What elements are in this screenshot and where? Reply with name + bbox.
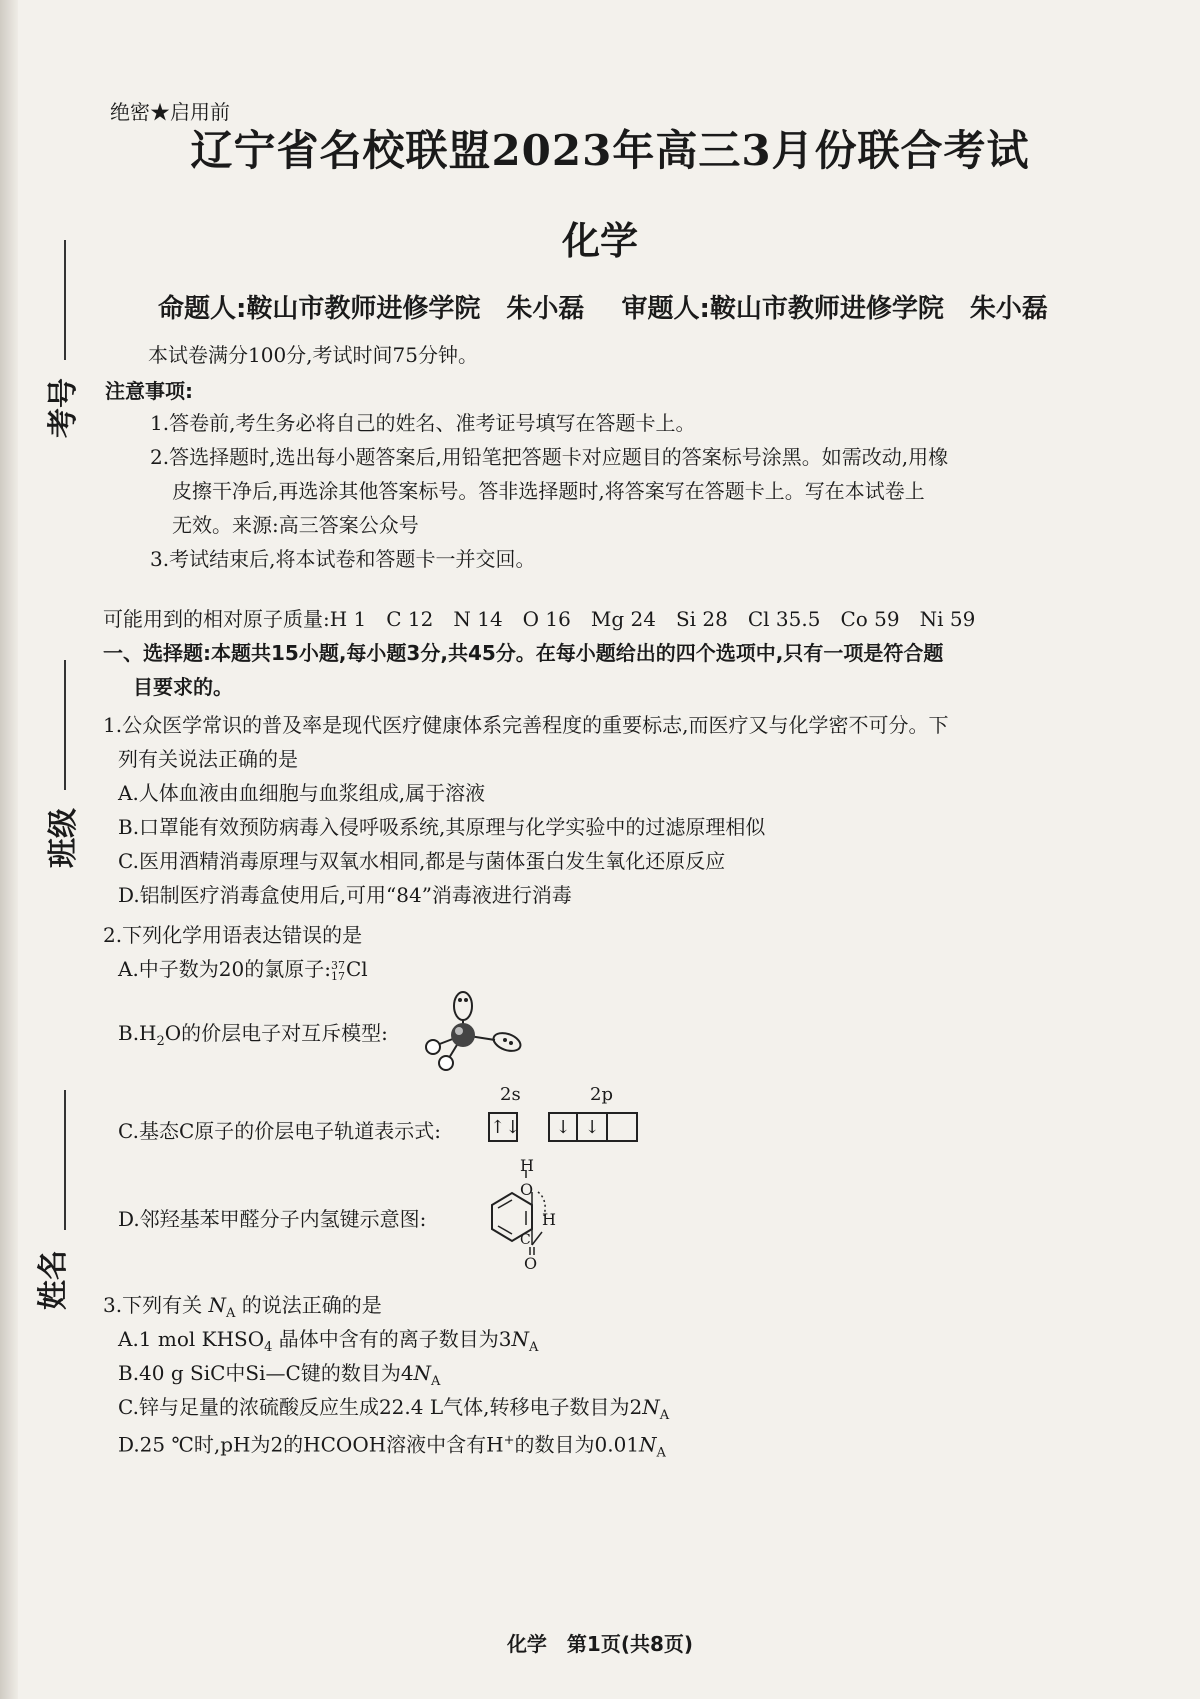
label-2s: 2s	[500, 1084, 521, 1105]
q3-d-mid: 的数目为0.01	[514, 1432, 640, 1457]
section1-heading: 一、选择题:本题共15小题,每小题3分,共45分。在每小题给出的四个选项中,只有一项是符合题	[103, 641, 944, 665]
note-item-2-cont2: 无效。来源:高三答案公众号	[172, 513, 419, 537]
q3-c-pre: C.锌与足量的浓硫酸反应生成22.4 L气体,转移电子数目为2	[118, 1395, 643, 1419]
atomic-masses: 可能用到的相对原子质量:H 1 C 12 N 14 O 16 Mg 24 Si 28 Cl 35.5 Co 59 Ni 59	[103, 607, 976, 631]
confidential-mark: 绝密★启用前	[110, 100, 230, 124]
q1-option-a: A.人体血液由血细胞与血浆组成,属于溶液	[118, 781, 486, 805]
na-a: A	[659, 1408, 670, 1423]
note-item-1: 1.答卷前,考生务必将自己的姓名、准考证号填写在答题卡上。	[150, 411, 696, 435]
q3-a-pre: A.1 mol KHSO	[118, 1327, 265, 1351]
hbond-o-top: O	[520, 1180, 534, 1199]
class-label: 班级	[46, 808, 81, 868]
vsepr-model-icon	[415, 990, 525, 1080]
exam-number-label: 考号	[46, 378, 81, 438]
exam-intro: 本试卷满分100分,考试时间75分钟。	[148, 343, 478, 367]
q2-option-b	[118, 1018, 388, 1057]
q3-option-d	[118, 1426, 666, 1469]
q1-stem: 1.公众医学常识的普及率是现代医疗健康体系完善程度的重要标志,而医疗又与化学密不可分。下	[103, 713, 949, 737]
note-item-3: 3.考试结束后,将本试卷和答题卡一并交回。	[150, 547, 536, 571]
hbond-h-top: H	[520, 1156, 534, 1175]
orbital-box-2p-2: ↓	[578, 1112, 608, 1142]
q2-b-sub: 2	[156, 1034, 165, 1049]
page-footer: 化学 第1页(共8页)	[506, 1632, 694, 1656]
q2-option-c-text: C.基态C原子的价层电子轨道表示式:	[118, 1119, 441, 1143]
hbond-c: C	[520, 1232, 531, 1248]
setter: 命题人:鞍山市教师进修学院 朱小磊	[158, 294, 585, 324]
reviewer: 审题人:鞍山市教师进修学院 朱小磊	[621, 294, 1048, 324]
class-line[interactable]	[64, 660, 66, 790]
na-n: N	[642, 1395, 660, 1419]
hbond-o-bottom: O	[524, 1254, 538, 1273]
q3-d-pre: D.25 ℃时,pH为2的HCOOH溶液中含有H	[118, 1432, 504, 1457]
exam-number-line[interactable]	[64, 240, 66, 360]
na-a: A	[431, 1374, 441, 1389]
na-a: A	[225, 1306, 236, 1321]
name-line[interactable]	[64, 1090, 66, 1230]
mass-number: 37	[331, 958, 345, 972]
orbital-box-2s: ↑↓	[488, 1112, 518, 1142]
q2-option-d-text: D.邻羟基苯甲醛分子内氢键示意图:	[118, 1207, 427, 1231]
nuclide-notation	[331, 960, 345, 982]
orbital-2s	[488, 1112, 521, 1142]
section1-heading-cont: 目要求的。	[133, 675, 233, 699]
q1-option-b: B.口罩能有效预防病毒入侵呼吸系统,其原理与化学实验中的过滤原理相似	[118, 815, 766, 839]
orbital-box-2p-1: ↓	[548, 1112, 578, 1142]
orbital-2p	[548, 1112, 638, 1142]
authors-line	[158, 288, 1074, 325]
q3-stem-post: 的说法正确的是	[241, 1293, 382, 1317]
notes-heading: 注意事项:	[105, 379, 193, 403]
na-a: A	[529, 1340, 539, 1355]
hbond-h-right: H	[542, 1210, 556, 1229]
name-label: 姓名	[36, 1250, 71, 1310]
q2-option-a	[118, 954, 368, 984]
note-item-2: 2.答选择题时,选出每小题答案后,用铅笔把答题卡对应题目的答案标号涂黑。如需改动,用橡	[150, 445, 949, 469]
q3-a-post: 晶体中含有的离子数目为3	[278, 1327, 512, 1351]
orbital-box-2p-3	[608, 1112, 638, 1142]
q2-b-post: O的价层电子对互斥模型:	[164, 1021, 388, 1045]
subject-title: 化学	[561, 218, 638, 263]
q2-stem: 2.下列化学用语表达错误的是	[103, 923, 363, 947]
exam-title: 辽宁省名校联盟2023年高三3月份联合考试	[190, 126, 1030, 175]
chlorine-symbol: Cl	[346, 957, 368, 981]
q3-a-sub: 4	[264, 1340, 273, 1355]
note-item-2-cont: 皮擦干净后,再选涂其他答案标号。答非选择题时,将答案写在答题卡上。写在本试卷上	[172, 479, 925, 503]
q2-a-text: A.中子数为20的氯原子:	[118, 957, 331, 981]
label-2p: 2p	[590, 1084, 613, 1105]
na-a: A	[656, 1445, 666, 1461]
na-n: N	[511, 1327, 529, 1351]
q2-b-pre: B.H	[118, 1021, 157, 1045]
q1-option-c: C.医用酒精消毒原理与双氧水相同,都是与菌体蛋白发生氧化还原反应	[118, 849, 726, 873]
na-n: N	[208, 1293, 226, 1317]
q1-option-d: D.铝制医疗消毒盒使用后,可用“84”消毒液进行消毒	[118, 883, 572, 907]
q3-d-sup: +	[503, 1433, 515, 1448]
na-n: N	[639, 1432, 657, 1457]
q3-stem-pre: 3.下列有关	[103, 1293, 203, 1317]
atomic-number: 17	[331, 969, 345, 983]
na-n: N	[413, 1361, 432, 1385]
q3-b-pre: B.40 g SiC中Si—C键的数目为4	[118, 1361, 414, 1385]
q1-stem-cont: 列有关说法正确的是	[118, 747, 298, 771]
